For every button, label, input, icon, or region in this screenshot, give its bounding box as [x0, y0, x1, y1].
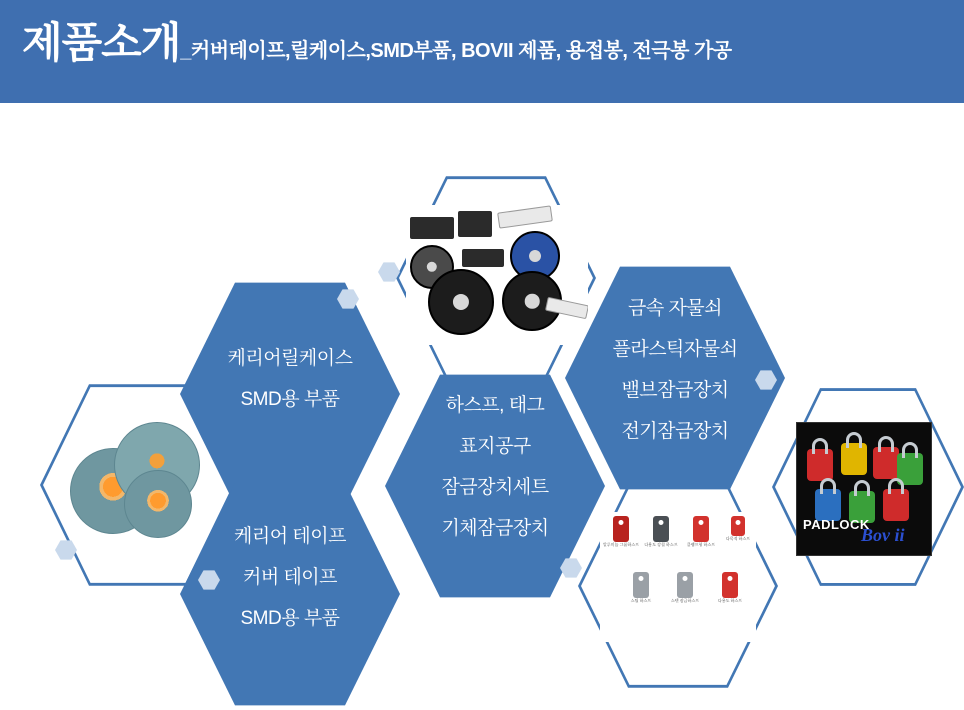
hasp-caption: 스틸 하스프	[630, 598, 652, 603]
hasp-caption: 다용도 하스프	[717, 598, 743, 603]
hasp-caption: 클램프형 하스프	[686, 542, 716, 547]
hex-padlocks-line-3: 밸브잠금장치	[621, 380, 729, 401]
page-title-main: 제품소개	[22, 19, 181, 66]
hasp-caption: 다용도 강철 하스프	[644, 542, 678, 547]
hasp-caption: 알루미늄 그룹하스프	[603, 542, 639, 547]
hex-carrier-tape-line-1: 케리어 테이프	[234, 526, 346, 547]
hex-hasp-tag-line-3: 잠금장치세트	[441, 477, 549, 498]
hex-padlocks-line-4: 전기잠금장치	[621, 421, 729, 442]
padlock-brand: Bov ii	[861, 525, 905, 545]
page-title-subtitle: _커버테이프,릴케이스,SMD부품, BOVII 제품, 용접봉, 전극봉 가공	[180, 40, 732, 62]
hex-hasp-tag-line-1: 하스프, 태그	[445, 395, 545, 416]
hex-hasp-tag-line-2: 표지공구	[459, 436, 531, 457]
hasp-caption: 다목적 하스프	[725, 536, 751, 541]
padlock-product-photo	[796, 422, 932, 556]
hex-carrier-reel-case-line-1: 케리어릴케이스	[227, 348, 353, 369]
hex-carrier-tape-line-3: SMD용 부품	[240, 608, 340, 629]
hex-carrier-reel-case-label	[180, 338, 400, 420]
carrier-reel-photo	[406, 205, 588, 345]
page-title	[22, 10, 732, 70]
hex-carrier-tape-line-2: 커버 테이프	[242, 567, 338, 588]
hasp-caption: 스텐 잠금하스프	[670, 598, 700, 603]
hex-carrier-reel-case-line-2: SMD용 부품	[240, 389, 340, 410]
hex-padlocks-label	[565, 288, 785, 452]
hex-padlocks-line-2: 플라스틱자물쇠	[612, 339, 738, 360]
hex-padlocks-line-1: 금속 자물쇠	[627, 298, 723, 319]
hex-hasp-tag-line-4: 기체잠금장치	[441, 518, 549, 539]
hasp-catalog-photo	[600, 512, 756, 642]
padlock-caption: PADLOCK	[803, 517, 870, 532]
